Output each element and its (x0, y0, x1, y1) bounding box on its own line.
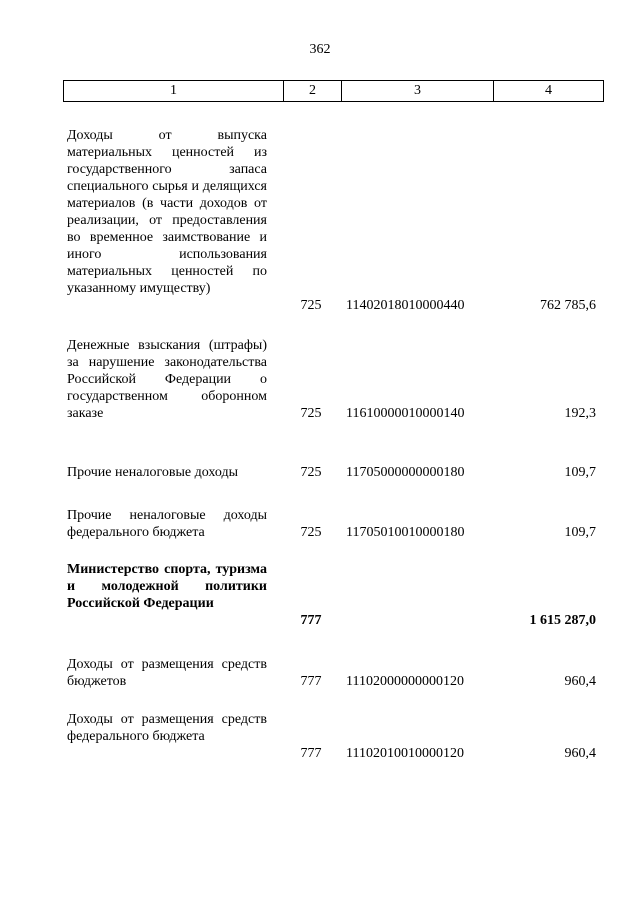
column-header-4: 4 (494, 81, 604, 102)
row-admin-code: 725 (300, 465, 322, 480)
row-kbk-code: 11102000000000120 (346, 674, 464, 689)
row-amount: 960,4 (564, 746, 596, 761)
column-header-table (63, 80, 604, 102)
row-admin-code: 777 (300, 746, 322, 761)
row-kbk-code: 11102010010000120 (346, 746, 464, 761)
column-header-3: 3 (342, 81, 494, 102)
row-description: Доходы от выпуска материальных ценностей из государственного запаса специального сырья и делящихся материалов (в части доходов от реализации, от предоставления во временное заимствование и иного использования материальных ценностей по указанному имуществу) (67, 128, 267, 296)
row-admin-code: 725 (300, 406, 322, 421)
row-amount: 192,3 (564, 406, 596, 421)
column-header-2: 2 (284, 81, 342, 102)
row-amount: 762 785,6 (540, 298, 596, 313)
row-amount: 960,4 (564, 674, 596, 689)
row-admin-code: 725 (300, 525, 322, 540)
row-amount: 109,7 (564, 465, 596, 480)
row-admin-code: 725 (300, 298, 322, 313)
row-kbk-code: 11705000000000180 (346, 465, 465, 480)
column-header-1: 1 (64, 81, 284, 102)
row-admin-code: 777 (300, 674, 322, 689)
row-description: Прочие неналоговые доходы федерального бюджета (67, 508, 267, 540)
row-amount: 109,7 (564, 525, 596, 540)
row-kbk-code: 11610000010000140 (346, 406, 465, 421)
page-number: 362 (309, 42, 331, 57)
column-header-row (64, 81, 604, 102)
row-description: Доходы от размещения средств федерального бюджета (67, 712, 267, 744)
ministry-name: Министерство спорта, туризма и молодежной политики Российской Федерации (67, 562, 267, 611)
row-kbk-code: 11402018010000440 (346, 298, 465, 313)
ministry-admin-code: 777 (300, 613, 322, 628)
row-description: Денежные взыскания (штрафы) за нарушение законодательства Российской Федерации о государственном оборонном заказе (67, 338, 267, 421)
row-description: Доходы от размещения средств бюджетов (67, 657, 267, 689)
row-kbk-code: 11705010010000180 (346, 525, 465, 540)
row-description: Прочие неналоговые доходы (67, 465, 239, 480)
ministry-total-amount: 1 615 287,0 (529, 613, 596, 628)
